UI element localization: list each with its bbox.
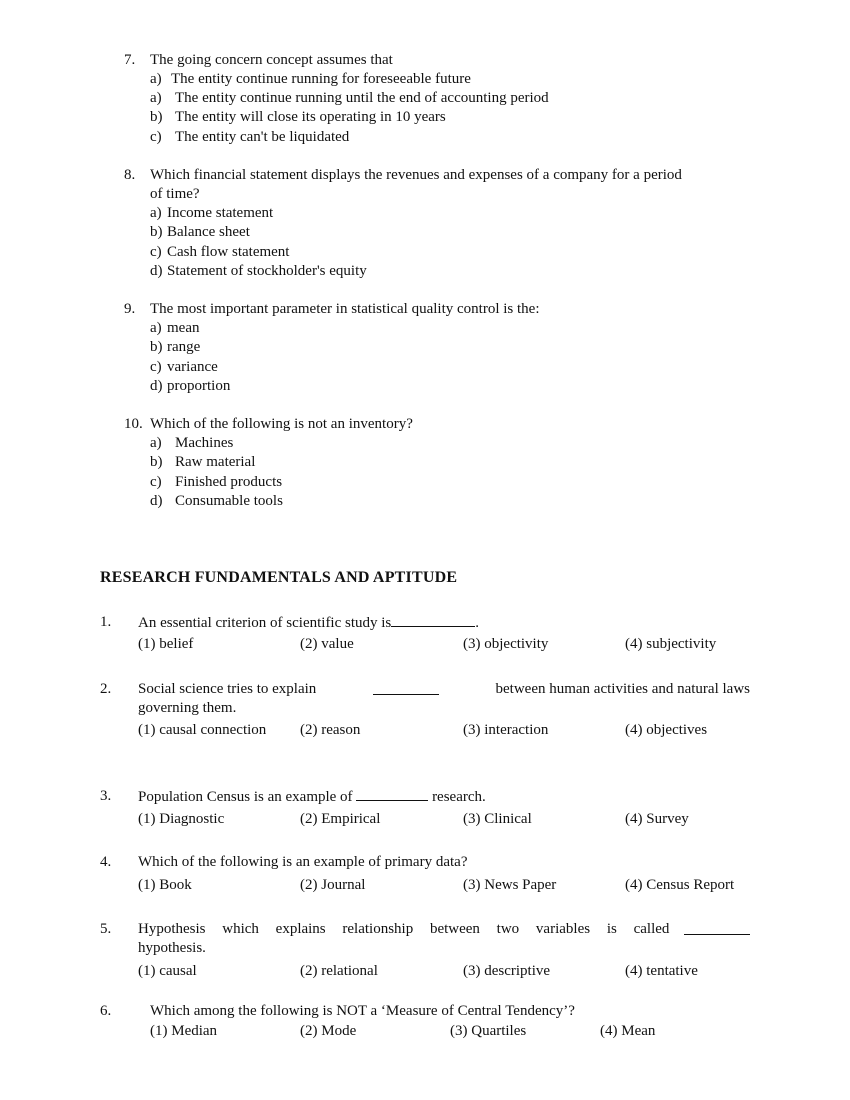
option-text: The entity continue running for foreseeable future [171, 71, 471, 87]
option-2: (2) Empirical [300, 811, 381, 827]
option-label: c) [150, 474, 162, 490]
option-text: Raw material [175, 454, 256, 470]
answer-blank [684, 921, 750, 935]
option-label: a) [150, 320, 162, 336]
option-label: b) [150, 224, 163, 240]
option-4: (4) Mean [600, 1023, 656, 1039]
question-text: governing them. [138, 700, 237, 716]
option-text: range [167, 339, 201, 355]
option-text: Consumable tools [175, 493, 283, 509]
question-number: 9. [124, 301, 136, 317]
option-text: The entity continue running until the end of accounting period [175, 90, 549, 106]
option-label: d) [150, 263, 163, 279]
option-2: (2) reason [300, 722, 361, 738]
option-2: (2) relational [300, 963, 378, 979]
question-text: The going concern concept assumes that [150, 52, 393, 68]
option-label: b) [150, 339, 163, 355]
option-4: (4) subjectivity [625, 636, 717, 652]
question-text: Which among the following is NOT a ‘Measure of Central Tendency’? [150, 1003, 575, 1019]
question-number: 3. [100, 788, 112, 804]
question-text: Which financial statement displays the revenues and expenses of a company for a period [150, 167, 682, 183]
option-label: a) [150, 71, 162, 87]
question-text: The most important parameter in statistical quality control is the: [150, 301, 540, 317]
answer-blank [356, 787, 428, 801]
question-text: An essential criterion of scientific study is . [138, 615, 480, 631]
option-3: (3) Clinical [463, 811, 532, 827]
question-text: Which of the following is an example of primary data? [138, 854, 468, 870]
option-text: The entity will close its operating in 10 years [175, 109, 446, 125]
question-text: Population Census is an example of research. [138, 789, 486, 805]
option-text: Cash flow statement [167, 244, 290, 260]
question-text: Social science tries to explain between human activities and natural laws [138, 681, 750, 697]
option-label: a) [150, 205, 162, 221]
option-label: b) [150, 454, 163, 470]
option-text: Statement of stockholder's equity [167, 263, 367, 279]
option-1: (1) Book [138, 877, 192, 893]
option-label: a) [150, 435, 162, 451]
option-label: d) [150, 378, 163, 394]
question-number: 6. [100, 1003, 112, 1019]
option-label: d) [150, 493, 163, 509]
option-1: (1) Median [150, 1023, 218, 1039]
answer-blank [391, 613, 475, 627]
option-1: (1) Diagnostic [138, 811, 225, 827]
question-text: of time? [150, 186, 200, 202]
option-text: proportion [167, 378, 231, 394]
option-label: b) [150, 109, 163, 125]
option-2: (2) Journal [300, 877, 366, 893]
question-number: 7. [124, 52, 136, 68]
question-number: 10. [124, 416, 143, 432]
option-text: Income statement [167, 205, 274, 221]
question-number: 5. [100, 921, 112, 937]
question-number: 8. [124, 167, 136, 183]
option-label: c) [150, 359, 162, 375]
question-text: hypothesis. [138, 940, 206, 956]
option-4: (4) Survey [625, 811, 689, 827]
option-text: Balance sheet [167, 224, 250, 240]
question-number: 1. [100, 614, 112, 630]
option-text: The entity can't be liquidated [175, 129, 350, 145]
option-text: variance [167, 359, 218, 375]
option-1: (1) causal connection [138, 722, 267, 738]
option-2: (2) value [300, 636, 354, 652]
option-3: (3) descriptive [463, 963, 551, 979]
option-text: Finished products [175, 474, 283, 490]
section-heading: RESEARCH FUNDAMENTALS AND APTITUDE [100, 569, 458, 586]
answer-blank [373, 681, 439, 695]
option-3: (3) Quartiles [450, 1023, 527, 1039]
option-label: a) [150, 90, 162, 106]
option-text: mean [167, 320, 200, 336]
option-label: c) [150, 244, 162, 260]
option-text: Machines [175, 435, 234, 451]
option-3: (3) objectivity [463, 636, 549, 652]
option-4: (4) Census Report [625, 877, 735, 893]
option-3: (3) interaction [463, 722, 549, 738]
option-2: (2) Mode [300, 1023, 357, 1039]
option-4: (4) objectives [625, 722, 708, 738]
question-text: Which of the following is not an inventory? [150, 416, 413, 432]
option-3: (3) News Paper [463, 877, 557, 893]
question-number: 4. [100, 854, 112, 870]
option-1: (1) belief [138, 636, 194, 652]
option-4: (4) tentative [625, 963, 698, 979]
option-label: c) [150, 129, 162, 145]
question-number: 2. [100, 681, 112, 697]
option-1: (1) causal [138, 963, 197, 979]
question-text: Hypothesis which explains relationship between two variables is called [138, 920, 750, 939]
